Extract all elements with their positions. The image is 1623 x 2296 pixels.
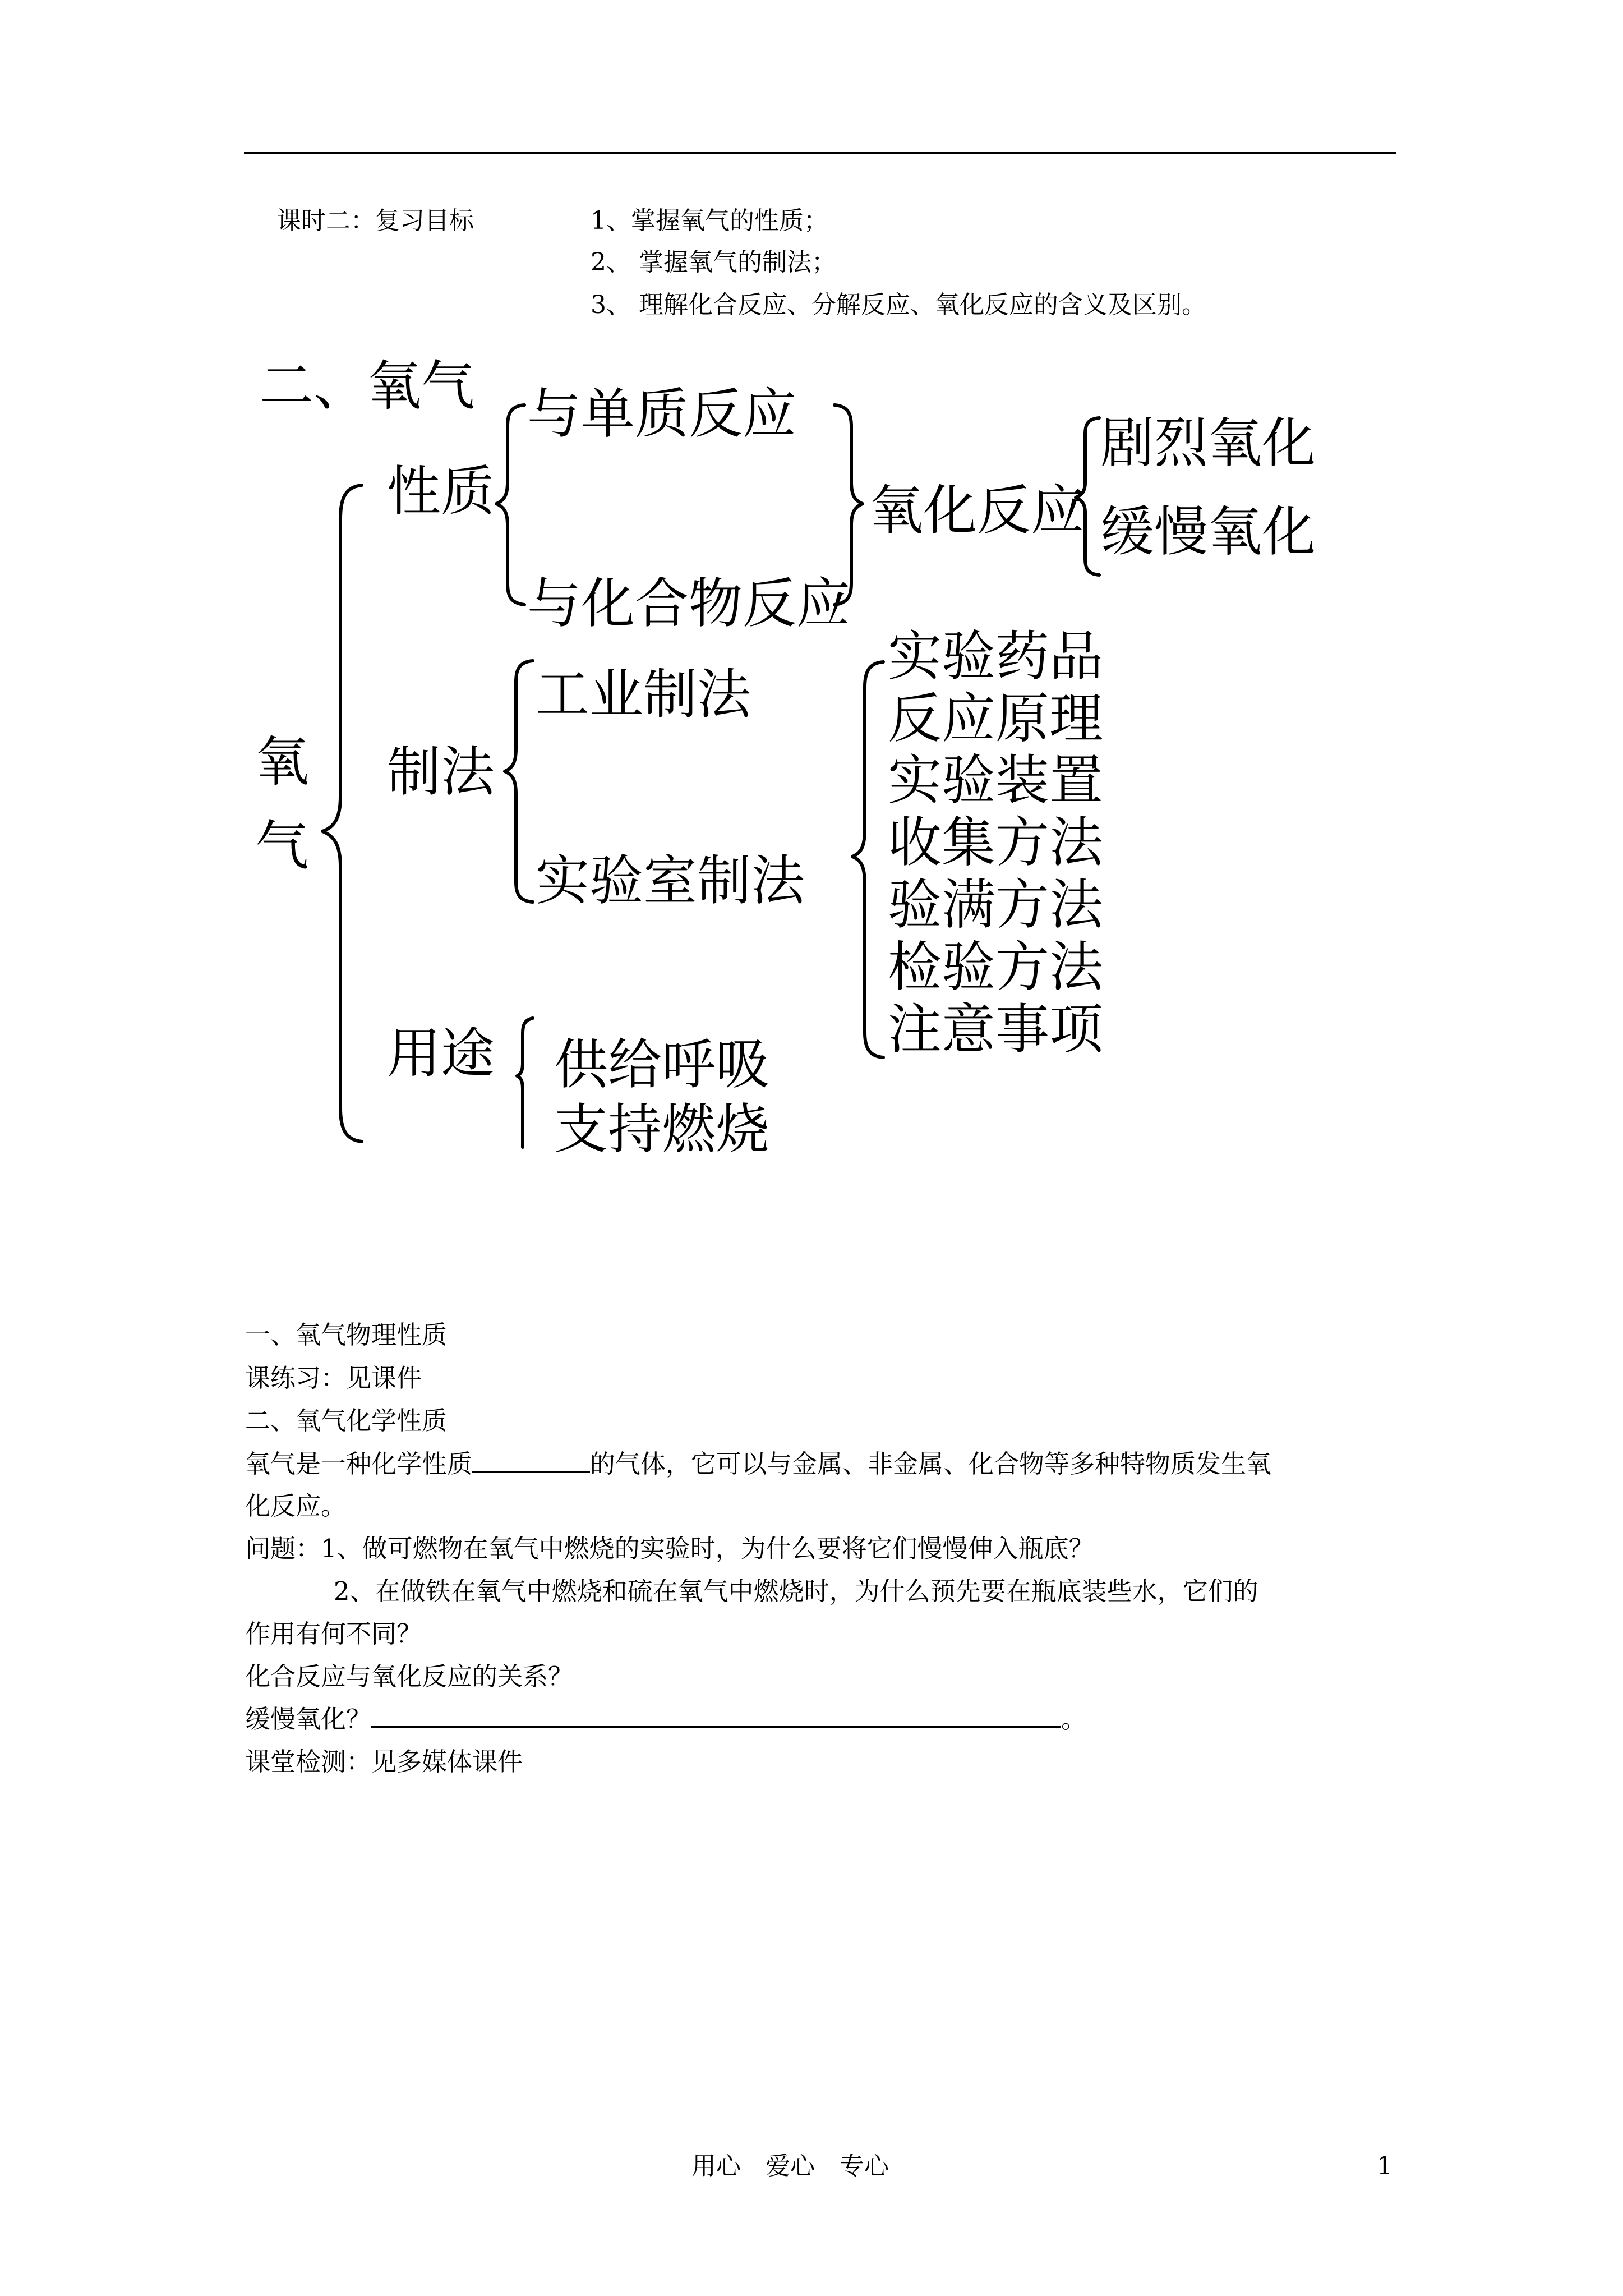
branch-properties-label: 性质 [387, 460, 495, 523]
slow-oxidation-line [245, 1706, 1086, 1732]
oxidation-brace [1076, 418, 1099, 575]
lab-item-2: 反应原理 [888, 687, 1103, 750]
footer-motto: 用心 爱心 专心 [691, 2152, 889, 2180]
lab-item-3: 实验装置 [888, 749, 1103, 812]
lab-item-1: 实验药品 [888, 625, 1103, 688]
question-2: 2、在做铁在氧气中燃烧和硫在氧气中燃烧时，为什么预先要在瓶底装些水，它们的 [334, 1576, 1258, 1606]
slow-oxidation-label: 缓慢氧化？ [245, 1704, 372, 1734]
diagram-heading: 二、氧气 [260, 355, 475, 417]
page-number: 1 [1377, 2152, 1393, 2180]
use-item-1: 供给呼吸 [554, 1033, 769, 1096]
oxidation-item-2: 缓慢氧化 [1100, 500, 1316, 563]
preparation-item-2: 实验室制法 [536, 849, 805, 912]
main-brace [322, 485, 362, 1142]
use-item-2: 支持燃烧 [554, 1098, 769, 1161]
objective-2: 2、 掌握氧气的制法； [591, 248, 836, 277]
paragraph-1 [245, 1449, 1272, 1479]
property-item-2: 与化合物反应 [527, 572, 850, 635]
paragraph-1-continued: 化反应。 [245, 1491, 347, 1521]
question-2-continued: 作用有何不同？ [245, 1619, 422, 1649]
lab-item-7: 注意事项 [888, 998, 1103, 1061]
uses-bracket [517, 1018, 533, 1147]
properties-brace [496, 405, 524, 605]
lab-items-brace [852, 662, 883, 1057]
classroom-test-line: 课堂检测：见多媒体课件 [245, 1747, 523, 1777]
lab-item-4: 收集方法 [888, 811, 1103, 874]
practice-line: 课练习：见课件 [245, 1363, 422, 1393]
reaction-brace [834, 405, 863, 605]
branch-preparation-label: 制法 [387, 740, 495, 803]
preparation-brace [505, 661, 533, 902]
preparation-item-1: 工业制法 [536, 663, 751, 726]
fill-blank-1[interactable] [472, 1471, 590, 1473]
section-physical-properties: 一、氧气物理性质 [245, 1320, 448, 1350]
lab-item-5: 验满方法 [888, 873, 1103, 936]
oxidation-item-1: 剧烈氧化 [1100, 412, 1316, 475]
root-char-2: 气 [255, 815, 309, 877]
oxidation-reaction-label: 氧化反应 [869, 479, 1085, 542]
fill-blank-2[interactable] [371, 1726, 1061, 1728]
relation-question: 化合反应与氧化反应的关系？ [245, 1662, 574, 1691]
root-char-1: 氧 [255, 730, 309, 793]
branch-uses-label: 用途 [387, 1022, 495, 1085]
lesson-label: 课时二：复习目标 [276, 206, 474, 235]
objective-1: 1、掌握氧气的性质； [591, 206, 828, 235]
section-chemical-properties: 二、氧气化学性质 [245, 1406, 448, 1435]
question-1: 问题：1、做可燃物在氧气中燃烧的实验时，为什么要将它们慢慢伸入瓶底？ [245, 1534, 1094, 1563]
paragraph-1-before: 氧气是一种化学性质 [245, 1449, 473, 1479]
paragraph-1-after: 的气体，它可以与金属、非金属、化合物等多种特物质发生氧 [590, 1449, 1272, 1479]
objective-3: 3、 理解化合反应、分解反应、氧化反应的含义及区别。 [591, 291, 1206, 319]
slow-oxidation-end: 。 [1061, 1704, 1087, 1734]
property-item-1: 与单质反应 [527, 383, 796, 445]
lab-item-6: 检验方法 [888, 936, 1103, 999]
